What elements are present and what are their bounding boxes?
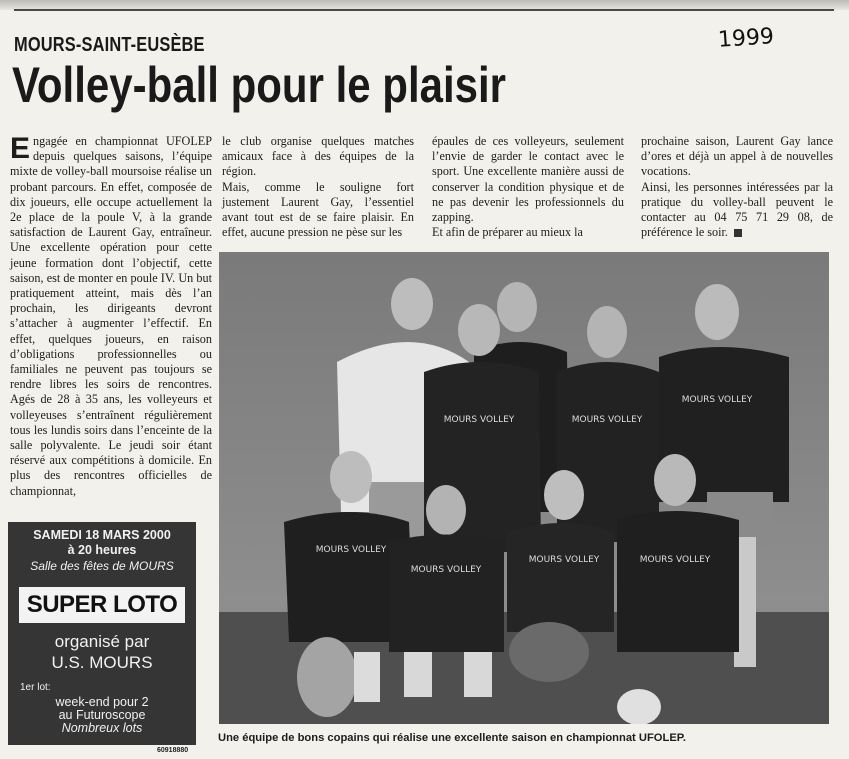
photo-caption: Une équipe de bons copains qui réalise une excellente saison en championnat UFOLEP. — [218, 732, 686, 744]
article-column-1 — [10, 134, 212, 499]
advert-prize-label: 1er lot: — [20, 682, 51, 693]
column-2-paragraph-2: Mais, comme le souligne fort justement Laurent Gay, l’essentiel avant tout est de se faire plaisir. En effet, aucune pression ne pèse sur les — [222, 179, 414, 240]
shirt-print-6: MOURS VOLLEY — [528, 555, 600, 565]
article-headline: Volley-ball pour le plaisir — [12, 57, 507, 113]
article-column-3 — [432, 134, 624, 240]
article-end-mark — [734, 229, 742, 237]
advert-venue: Salle des fêtes de MOURS — [30, 559, 174, 573]
advert-reference: 60918880 — [157, 747, 189, 754]
advert-time: à 20 heures — [67, 543, 137, 557]
shirt-print-4: MOURS VOLLEY — [315, 545, 387, 555]
handwritten-year: 1999 — [717, 24, 775, 53]
loto-advert — [8, 522, 196, 745]
column-4-paragraph-2: Ainsi, les personnes intéressées par la pratique du volley-ball peuvent le contacter au 04 75 71 29 08, de préférence le soir. — [641, 179, 833, 240]
advert-club: U.S. MOURS — [51, 653, 153, 672]
article-location: MOURS-SAINT-EUSÈBE — [14, 34, 205, 56]
article-column-4 — [641, 134, 833, 240]
team-photo — [219, 252, 829, 724]
shirt-print-1: MOURS VOLLEY — [443, 415, 515, 425]
advert-event-title: SUPER LOTO — [19, 587, 185, 623]
advert-prize-line-3: Nombreux lots — [61, 721, 143, 735]
drop-cap: E — [10, 132, 31, 165]
advert-date: SAMEDI 18 MARS 2000 — [33, 528, 171, 542]
advert-prize-line-1: week-end pour 2 — [55, 695, 149, 709]
article-column-2 — [222, 134, 414, 240]
column-3-paragraph-1: épaules de ces volleyeurs, seulement l’envie de garder le contact avec le sport. Une excellente manière aussi de conserver la condition physique et de ne pas devenir les professionnels du zapping. — [432, 134, 624, 225]
shirt-print-3: MOURS VOLLEY — [681, 395, 753, 405]
top-rule — [14, 9, 834, 11]
shirt-print-2: MOURS VOLLEY — [571, 415, 643, 425]
column-4-paragraph-1: prochaine saison, Laurent Gay lance d’ores et déjà un appel à de nouvelles vocations. — [641, 134, 833, 179]
shirt-print-7: MOURS VOLLEY — [639, 555, 711, 565]
column-2-paragraph-1: le club organise quelques matches amicaux face à des équipes de la région. — [222, 134, 414, 179]
column-3-paragraph-2: Et afin de préparer au mieux la — [432, 225, 583, 240]
advert-organised-by: organisé par — [54, 632, 150, 651]
advert-prize-line-2: au Futuroscope — [58, 708, 146, 722]
team-photo-illustration — [219, 252, 829, 724]
column-1-text: ngagée en championnat UFOLEP depuis quelques saisons, l’équipe mixte de volley-ball moursoise réalise un probant parcours. En effet, composée de dix joueurs, elle occupe actuellement la 2e place de la poule V, à la grande satisfaction de Laurent Gay, entraîneur. Une excellente opération pour cette jeune formation dont l’objectif, cette saison, est de monter en poule IV. Un but pratiquement atteint, mais dès l’an prochain, les dirigeants devront s’attacher à augmenter l’effectif. En effet, quelques joueurs, en raison d’obligations professionnelles ou familiales ne peuvent pas toujours se rendre libres les soirs de rencontres. Agés de 28 à 35 ans, les volleyeurs et volleyeuses s’entraînent régulièrement tous les lundis soirs dans l’enceinte de la salle polyvalente. Le jeudi soir étant réservé aux compétitions à domicile. En plus des rencontres officielles de championnat, — [10, 134, 212, 498]
shirt-print-5: MOURS VOLLEY — [410, 565, 482, 575]
